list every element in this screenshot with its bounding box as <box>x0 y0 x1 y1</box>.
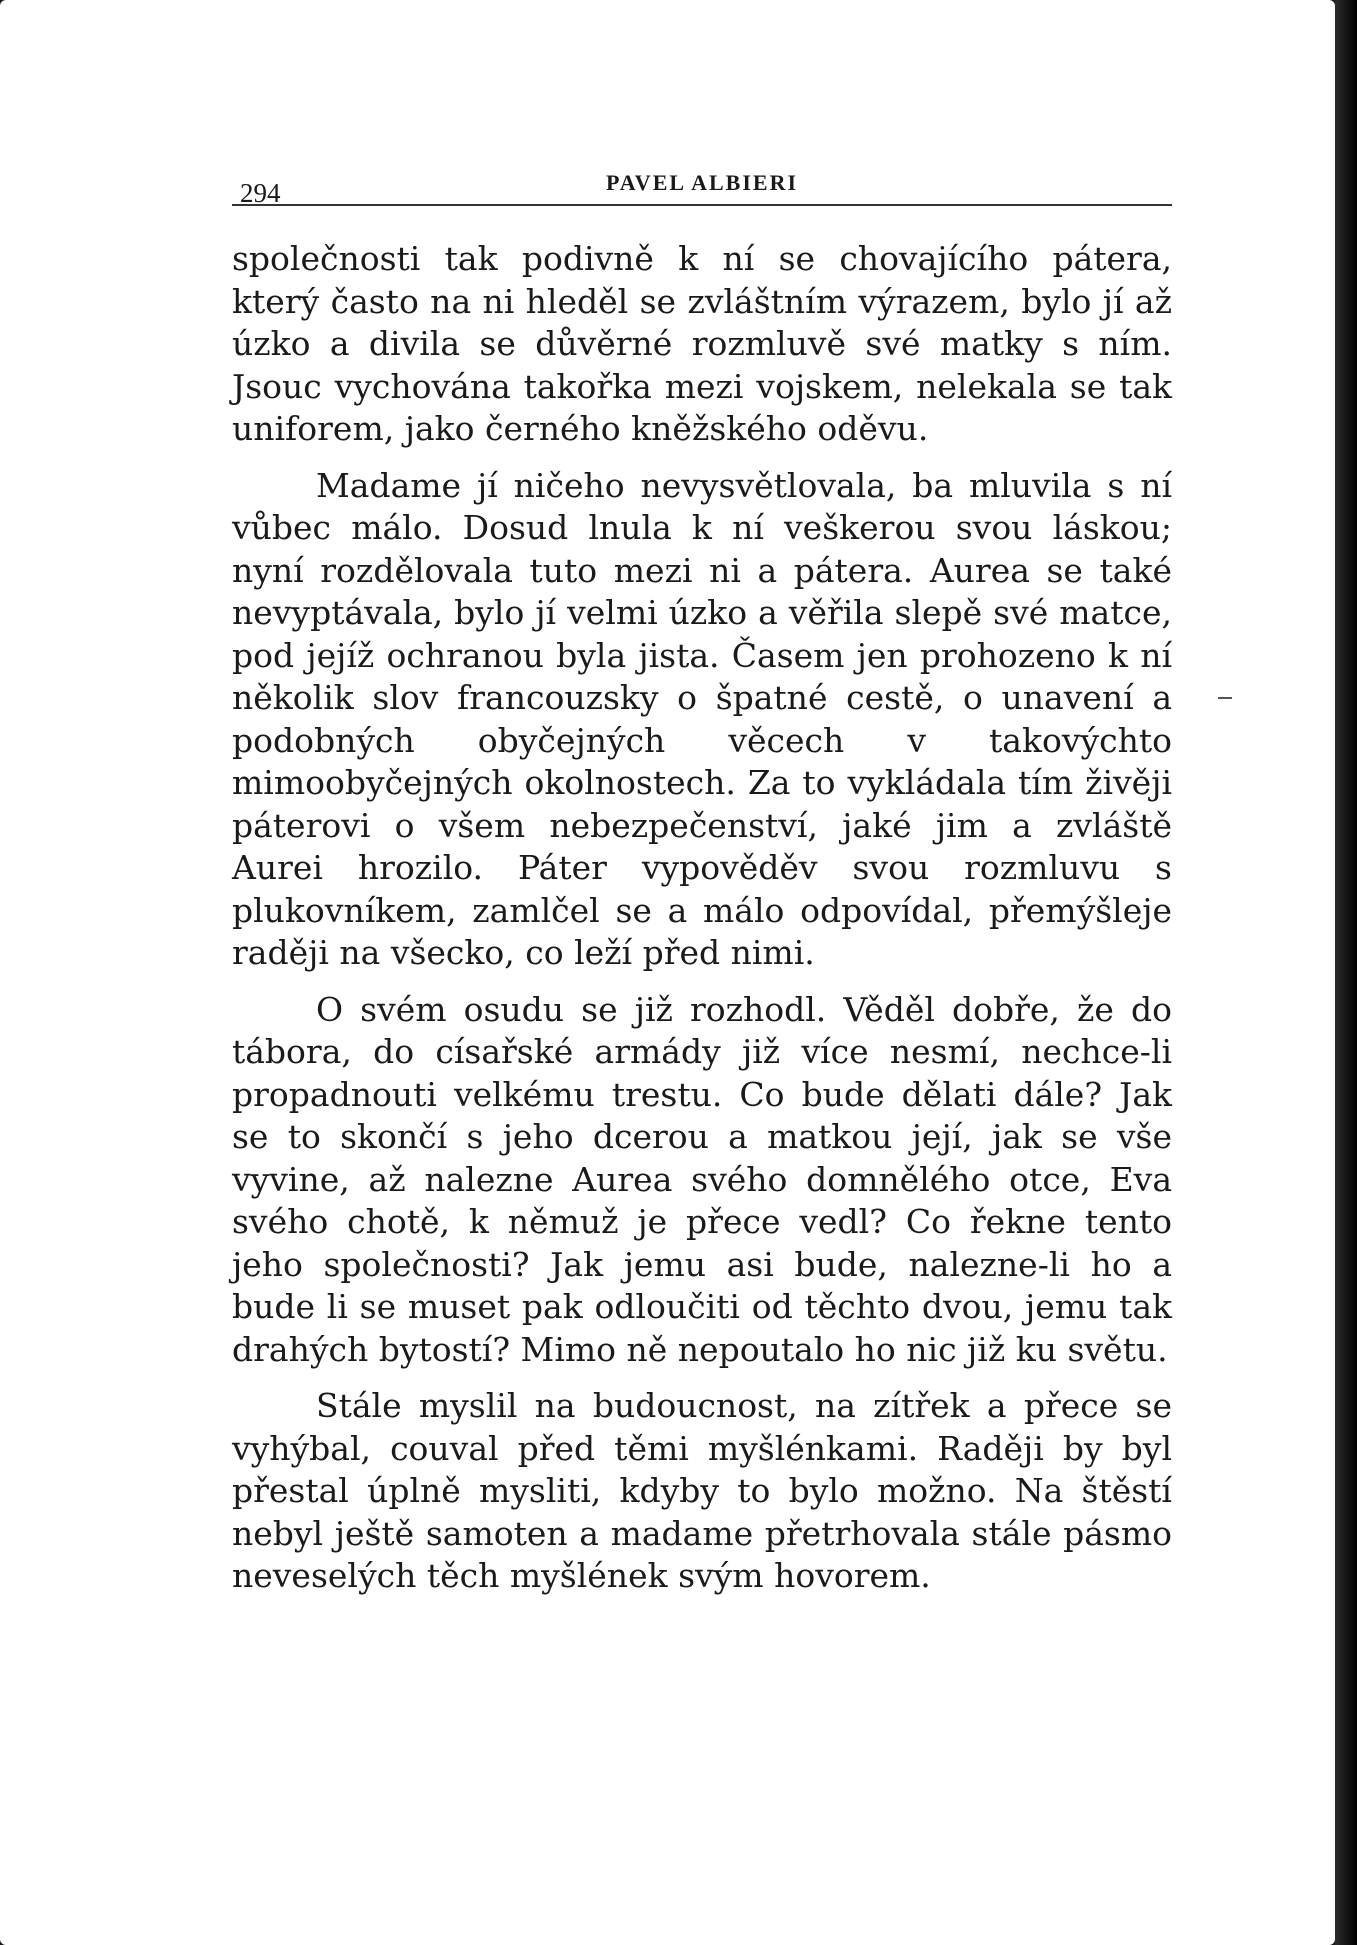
body-text <box>232 238 1172 1598</box>
margin-mark <box>1218 697 1232 699</box>
page-number: 294 <box>240 178 281 208</box>
running-head: PAVEL ALBIERI <box>605 170 799 195</box>
paragraph-4: Stále myslil na budoucnost, na zítřek a přece se vyhýbal, couval před těmi myšlénkami. Raději by byl přestal úplně mysliti, kdyby to bylo možno. Na štěstí nebyl ještě samoten a madame přetrhovala stále pásmo neveselých těch myšlének svým hovorem. <box>232 1386 1172 1595</box>
page-edge-shadow <box>1335 0 1357 1945</box>
page-header <box>232 160 1172 206</box>
book-page <box>232 160 1172 1612</box>
paragraph-3: O svém osudu se již rozhodl. Věděl dobře, že do tábora, do císařské armády již více nesmí, nechce-li propadnouti velkému trestu. Co bude dělati dále? Jak se to skončí s jeho dcerou a matkou její, jak se vše vyvine, až nalezne Aurea svého domnělého otce, Eva svého chotě, k němuž je přece vedl? Co řekne tento jeho společnosti? Jak jemu asi bude, nalezne-li ho a bude li se muset pak odloučiti od těchto dvou, jemu tak drahých bytostí? Mimo ně nepoutalo ho nic již ku světu. <box>232 989 1172 1369</box>
paragraph-2: Madame jí ničeho nevysvětlovala, ba mluvila s ní vůbec málo. Dosud lnula k ní veškerou svou láskou; nyní rozdělovala tuto mezi ni a pátera. Aurea se také nevyptávala, bylo jí velmi úzko a věřila slepě své matce, pod jejíž ochranou byla jista. Časem jen prohozeno k ní několik slov francouzsky o špatné cestě, o unavení a podobných obyčejných věcech v takovýchto mimoobyčejných okolnostech. Za to vykládala tím živěji páterovi o všem nebezpečenství, jaké jim a zvláště Aurei hrozilo. Páter vypověděv svou rozmluvu s plukovníkem, zamlčel se a málo odpovídal, přemýšleje raději na všecko, co leží před nimi. <box>232 465 1172 972</box>
paragraph-1: společnosti tak podivně k ní se chovajícího pátera, který často na ni hleděl se zvláštním výrazem, bylo jí až úzko a divila se důvěrné rozmluvě své matky s ním. Jsouc vychována takořka mezi vojskem, nelekala se tak uniforem, jako černého kněžského oděvu. <box>232 239 1172 448</box>
